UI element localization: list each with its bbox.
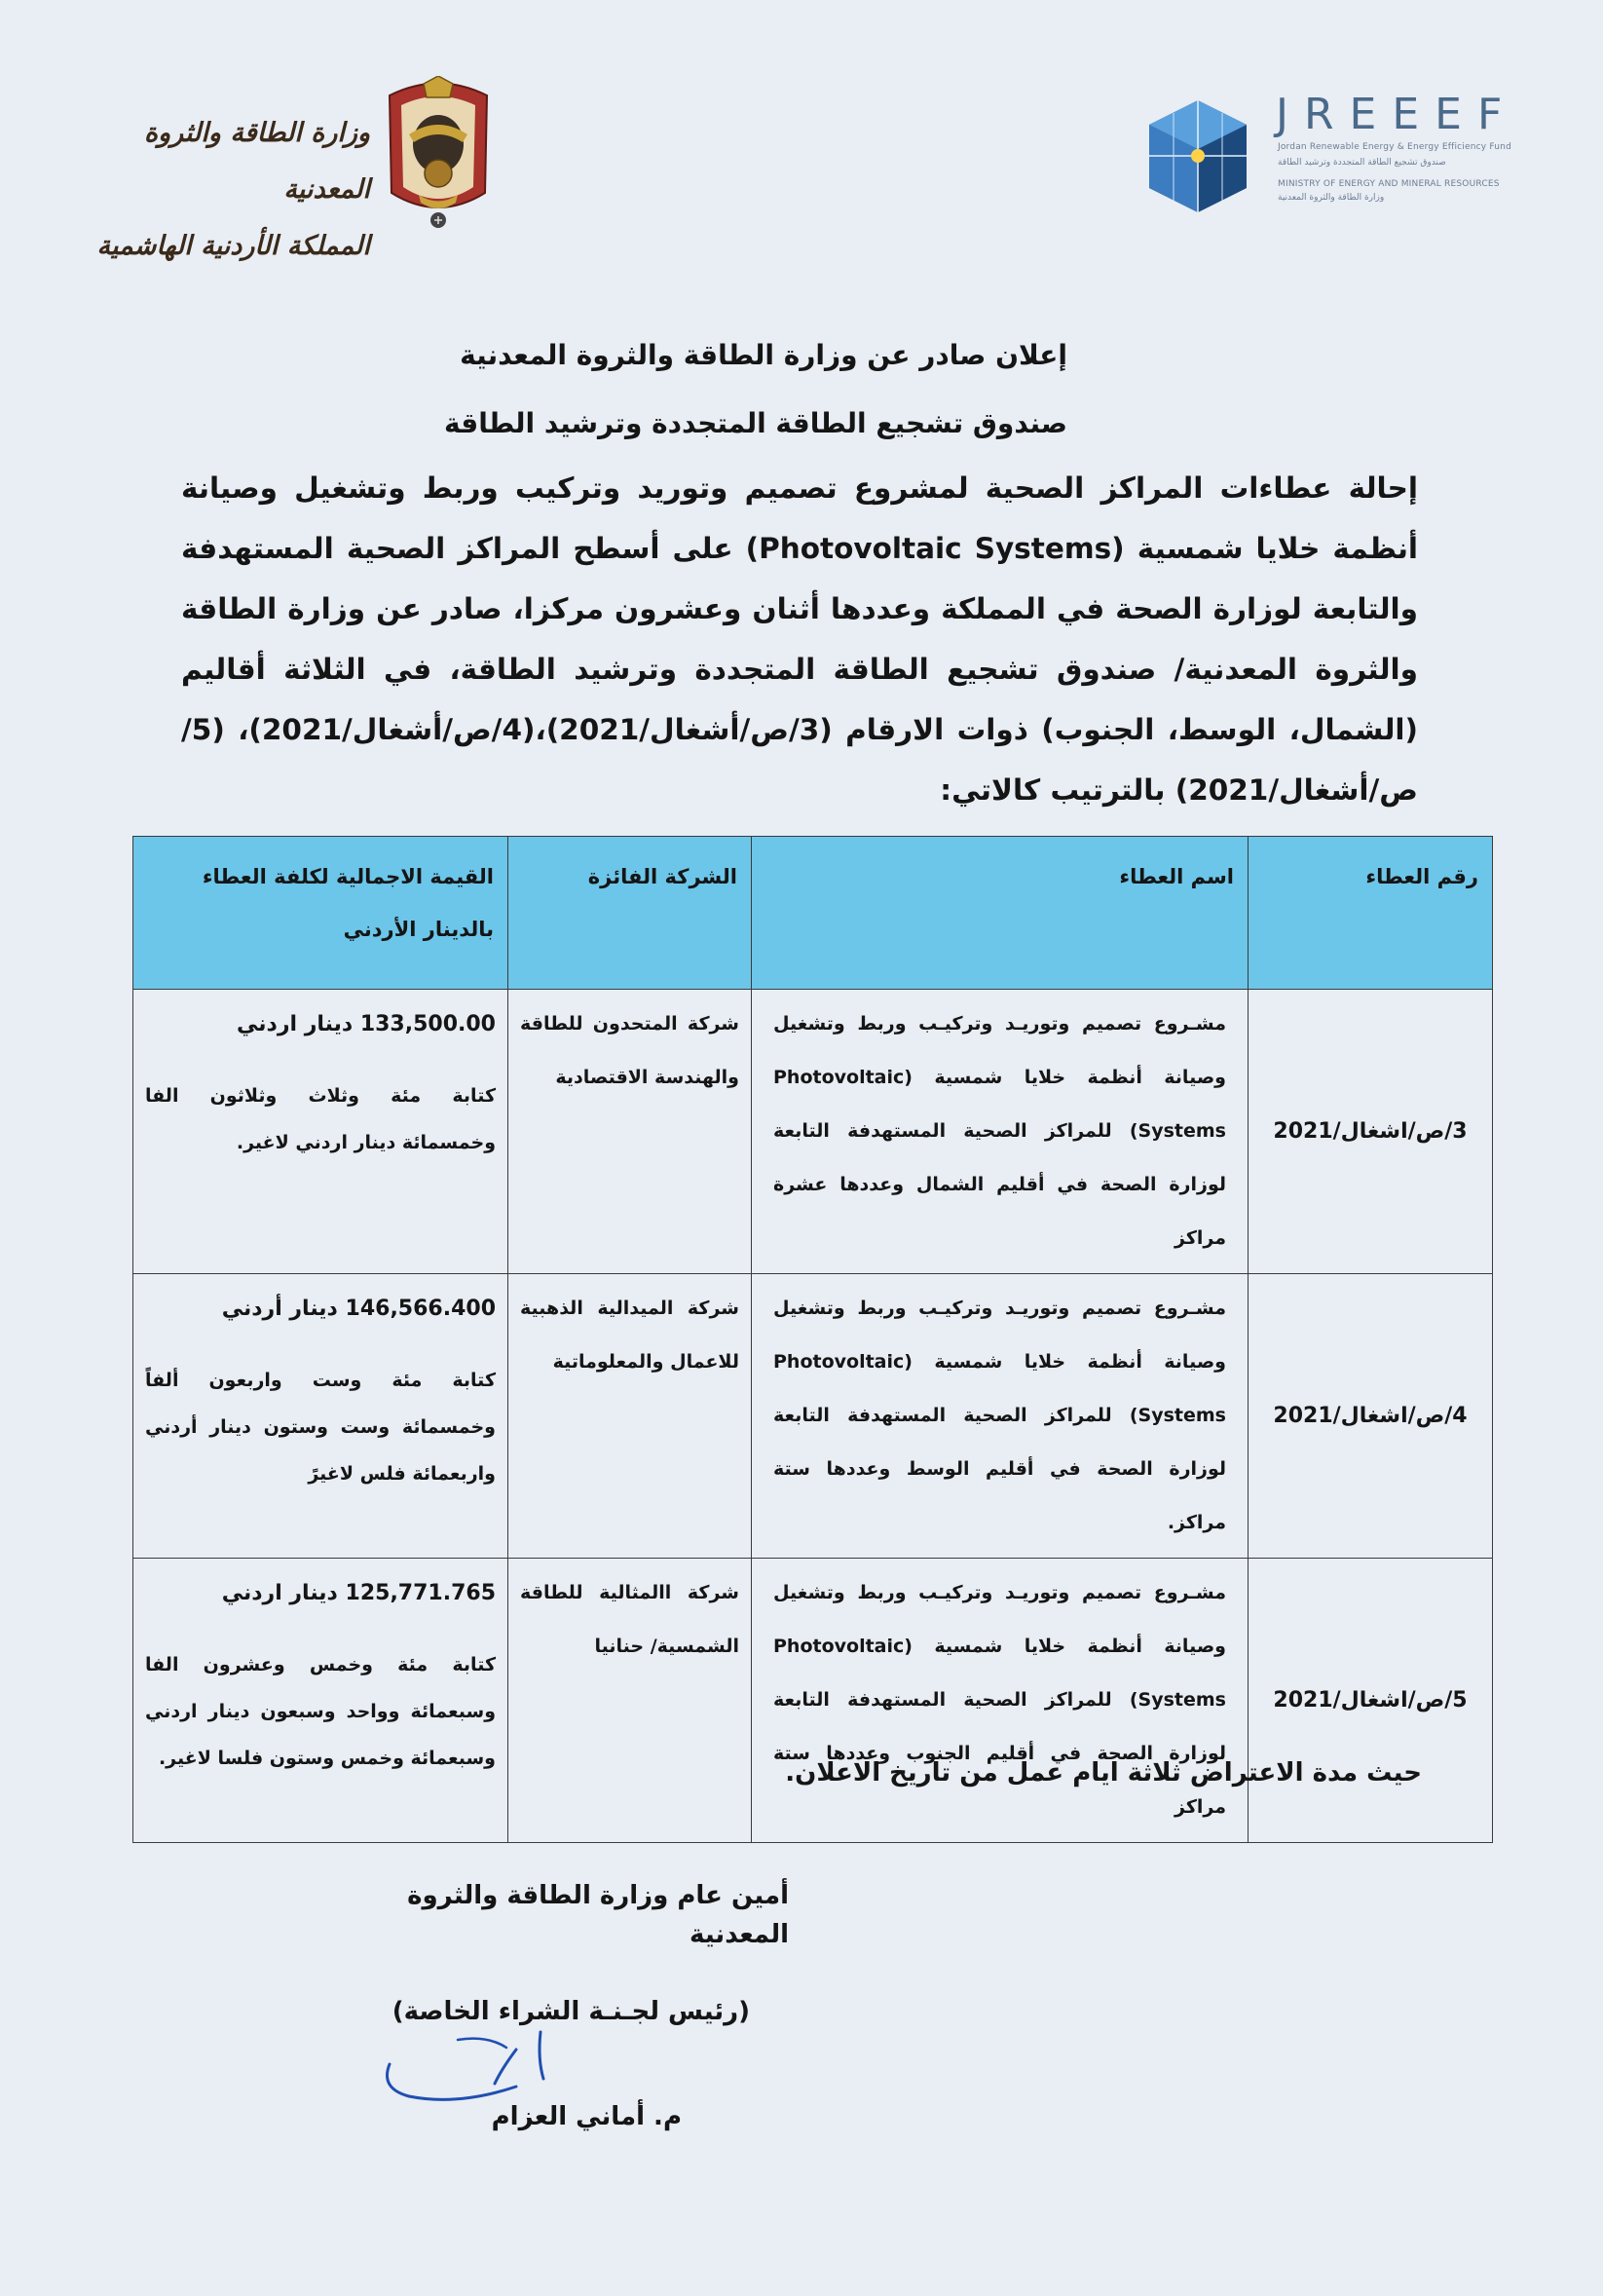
- amount-figure: 146,566.400 دينار أردني: [221, 1297, 496, 1321]
- header-winning-company: الشركة الفائزة: [508, 837, 752, 990]
- tender-no-cell: 4/ص/اشغال/2021: [1249, 1274, 1493, 1559]
- company-cell: شركة المتحدون للطاقة والهندسة الاقتصادية: [508, 990, 752, 1274]
- tender-no-cell: 3/ص/اشغال/2021: [1249, 990, 1493, 1274]
- tender-results-table: [132, 836, 1493, 1843]
- amount-figure: 125,771.765 دينار اردني: [221, 1581, 496, 1605]
- announcement-title: إعلان صادر عن وزارة الطاقة والثروة المعدنية: [460, 339, 1067, 371]
- ministry-logotype: [88, 105, 370, 275]
- committee-label: (رئيس لجـنـة الشراء الخاصة): [391, 1997, 750, 2026]
- tender-name-cell: مشـروع تصميم وتوريـد وتركيـب وربط وتشغيل وصيانة أنظمة خلايا شمسية (Photovoltaic Systems) للمراكز الصحية المستهدفة التابعة لوزارة الصحة في أقليم الشمال وعددها عشرة مراكز: [752, 990, 1249, 1274]
- jreeef-logo: [1139, 90, 1529, 226]
- amount-in-words: كتابة مئة وثلاث وثلاثون الفا وخمسمائة دينار اردني لاغير.: [145, 1085, 496, 1153]
- jreeef-english-name: Jordan Renewable Energy & Energy Efficiency Fund: [1278, 142, 1511, 152]
- value-cell: [133, 1559, 508, 1843]
- header-total-value: القيمة الاجمالية لكلفة العطاء بالدينار الأردني: [133, 837, 508, 990]
- ministry-name: وزارة الطاقة والثروة المعدنية: [143, 118, 370, 205]
- announcement-subtitle: صندوق تشجيع الطاقة المتجددة وترشيد الطاقة: [443, 407, 1067, 439]
- header-tender-no: رقم العطاء: [1249, 837, 1493, 990]
- value-cell: [133, 990, 508, 1274]
- jreeef-ministry-english: MINISTRY OF ENERGY AND MINERAL RESOURCES: [1278, 179, 1500, 189]
- amount-in-words: كتابة مئة وست واربعون ألفاً وخمسمائة وست وستون دينار أردني واربعمائة فلس لاغيرً: [145, 1370, 496, 1485]
- objection-period-note: حيث مدة الاعتراض ثلاثة ايام عمل من تاريخ الاعلان.: [785, 1758, 1422, 1788]
- jreeef-ministry-arabic: وزارة الطاقة والثروة المعدنية: [1278, 193, 1385, 203]
- company-cell: شركة االمثالية للطاقة الشمسية/ حنانيا: [508, 1559, 752, 1843]
- tender-name-cell: مشـروع تصميم وتوريـد وتركيـب وربط وتشغيل وصيانة أنظمة خلايا شمسية (Photovoltaic Systems) للمراكز الصحية المستهدفة التابعة لوزارة الصحة في أقليم الجنوب وعددها ستة مراكز: [752, 1559, 1249, 1843]
- company-cell: شركة الميدالية الذهبية للاعمال والمعلوماتية: [508, 1274, 752, 1559]
- amount-in-words: كتابة مئة وخمس وعشرون الفا وسبعمائة وواحد وسبعون دينار اردني وسبعمائة وخمس وستون فلسا لاغير.: [145, 1654, 496, 1769]
- jreeef-arabic-name: صندوق تشجيع الطاقة المتجددة وترشيد الطاقة: [1278, 158, 1446, 168]
- amount-figure: 133,500.00 دينار اردني: [237, 1012, 496, 1036]
- announcement-paragraph: إحالة عطاءات المراكز الصحية لمشروع تصميم وتوريد وتركيب وربط وتشغيل وصيانة أنظمة خلايا شمسية (Photovoltaic Systems) على أسطح المراكز الصحية المستهدفة والتابعة لوزارة الصحة في المملكة وعددها أثنان وعشرون مركزا، صادر عن وزارة الطاقة والثروة المعدنية/ صندوق تشجيع الطاقة المتجددة وترشيد الطاقة، في الثلاثة أقاليم (الشمال، الوسط، الجنوب) ذوات الارقام (3/ص/أشغال/2021)،(4/ص/أشغال/2021)، (5/ص/أشغال/2021) بالترتيب كالاتي:: [181, 471, 1419, 807]
- table-row: [133, 1559, 1493, 1843]
- signatory-name: م. أماني العزام: [491, 2102, 682, 2131]
- value-cell: [133, 1274, 508, 1559]
- kingdom-name: المملكة الأردنية الهاشمية: [96, 231, 370, 261]
- royal-crest-icon: [380, 76, 497, 237]
- table-row: [133, 1274, 1493, 1559]
- table-row: [133, 990, 1493, 1274]
- signatory-title: أمين عام وزارة الطاقة والثروة المعدنية: [407, 1881, 789, 1949]
- table-header-row: [133, 837, 1493, 990]
- jreeef-acronym: JREEEF: [1276, 90, 1518, 139]
- jreeef-cube-icon: [1139, 95, 1256, 216]
- tender-no-cell: 5/ص/اشغال/2021: [1249, 1559, 1493, 1843]
- signature-block: [312, 1876, 789, 2131]
- header-tender-name: اسم العطاء: [752, 837, 1249, 990]
- ministry-logo: [88, 76, 497, 261]
- tender-name-cell: مشـروع تصميم وتوريـد وتركيـب وربط وتشغيل وصيانة أنظمة خلايا شمسية (Photovoltaic Systems) للمراكز الصحية المستهدفة التابعة لوزارة الصحة في أقليم الوسط وعددها ستة مراكز.: [752, 1274, 1249, 1559]
